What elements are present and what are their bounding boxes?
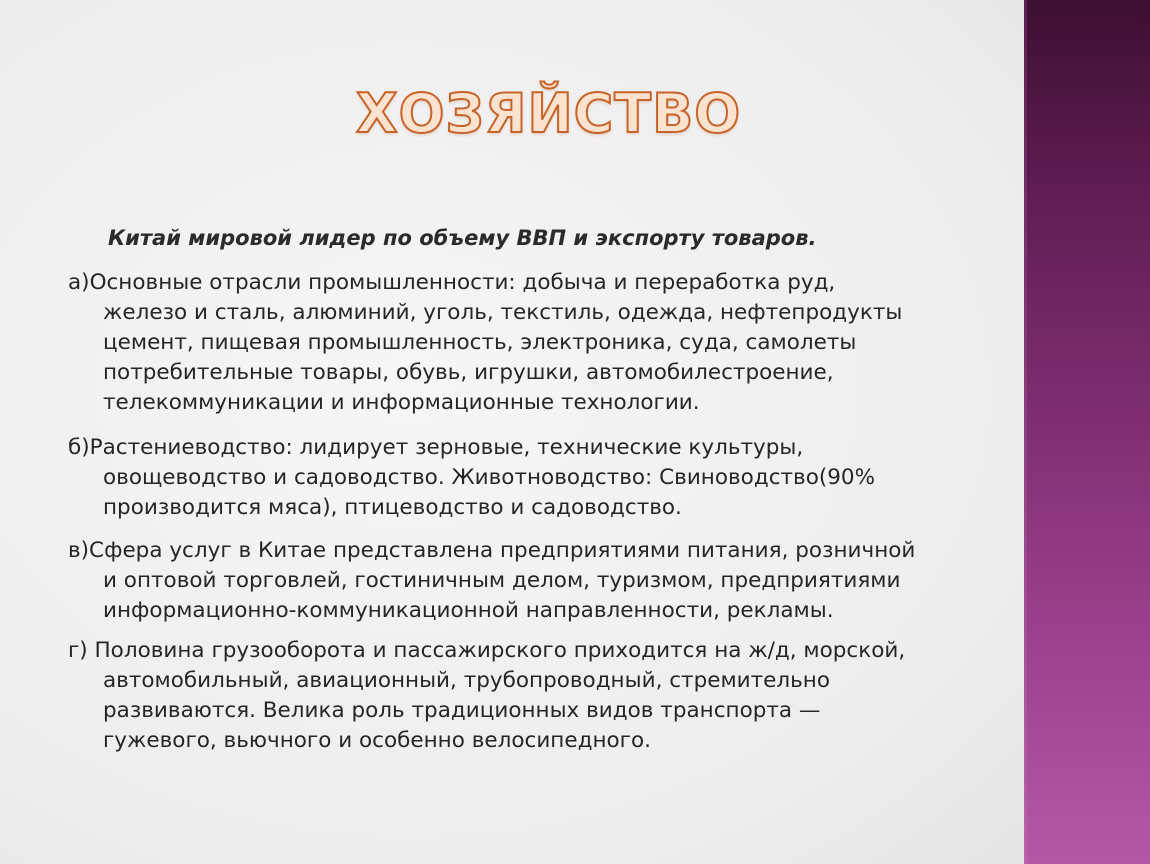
text-line: а)Основные отрасли промышленности: добыча и переработка руд, xyxy=(68,270,836,295)
text-line: развиваются. Велика роль традиционных видов транспорта — xyxy=(103,698,821,723)
text-line: потребительные товары, обувь, игрушки, автомобилестроение, xyxy=(103,360,834,385)
slide-subtitle: Китай мировой лидер по объему ВВП и экспорту товаров. xyxy=(108,226,817,250)
decorative-side-bar xyxy=(1024,0,1150,864)
text-line: гужевого, вьючного и особенно велосипедного. xyxy=(103,728,651,753)
text-line: цемент, пищевая промышленность, электроника, суда, самолеты xyxy=(103,330,857,355)
paragraph-agriculture xyxy=(68,433,973,523)
paragraph-industry xyxy=(68,268,973,418)
text-line: информационно-коммуникационной направленности, рекламы. xyxy=(103,598,834,623)
text-line: железо и сталь, алюминий, уголь, текстиль, одежда, нефтепродукты xyxy=(103,300,903,325)
text-line: производится мяса), птицеводство и садоводство. xyxy=(103,495,682,520)
text-line: в)Сфера услуг в Китае представлена предприятиями питания, розничной xyxy=(68,538,916,563)
text-line: г) Половина грузооборота и пассажирского приходится на ж/д, морской, xyxy=(68,638,906,663)
text-line: телекоммуникации и информационные технологии. xyxy=(103,390,700,415)
paragraph-transport xyxy=(68,636,973,756)
text-line: автомобильный, авиационный, трубопроводный, стремительно xyxy=(103,668,831,693)
text-line: овощеводство и садоводство. Животноводство: Свиноводство(90% xyxy=(103,465,876,490)
slide-title: ХОЗЯЙСТВО xyxy=(356,82,742,145)
paragraph-services xyxy=(68,536,973,626)
text-line: б)Растениеводство: лидирует зерновые, технические культуры, xyxy=(68,435,804,460)
text-line: и оптовой торговлей, гостиничным делом, туризмом, предприятиями xyxy=(103,568,901,593)
